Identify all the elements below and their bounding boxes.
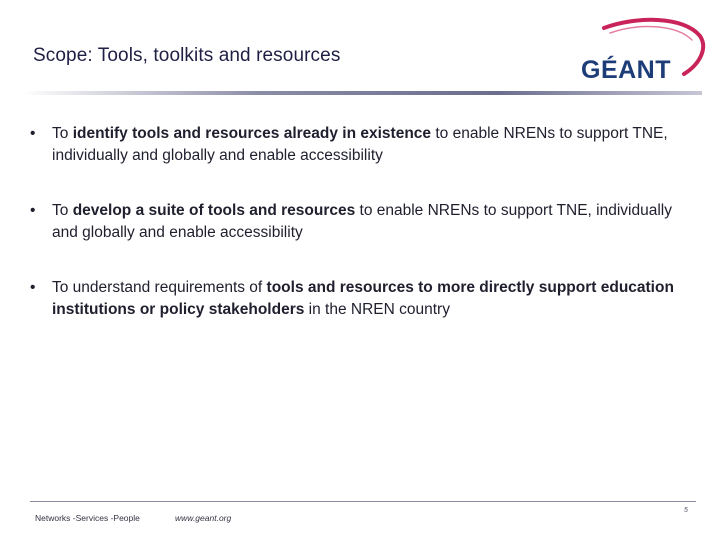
bullet-text: To understand requirements of	[52, 279, 267, 296]
bullet-text: To	[52, 125, 73, 142]
bullet-list	[30, 123, 700, 354]
footer-divider	[30, 501, 696, 502]
slide-title: Scope: Tools, toolkits and resources	[33, 45, 341, 66]
bullet-emphasis: develop a suite of tools and resources	[72, 202, 356, 219]
bullet-item	[30, 200, 700, 244]
page-number: 5	[684, 507, 688, 514]
bullet-text: in the NREN country	[304, 301, 450, 318]
bullet-emphasis: identify tools and resources already in existence	[72, 125, 432, 142]
bullet-dot-icon: •	[30, 202, 36, 219]
geant-logo	[576, 14, 708, 84]
bullet-text: To	[52, 202, 73, 219]
bullet-dot-icon: •	[30, 279, 36, 296]
footer-tagline: Networks -Services -People	[35, 513, 140, 523]
logo-wordmark: GÉANT	[581, 56, 671, 84]
footer-url[interactable]: www.geant.org	[175, 513, 232, 523]
bullet-item	[30, 123, 700, 167]
bullet-emphasis: tools and resources to more directly support education institutions or policy stakeholders	[52, 279, 674, 318]
bullet-dot-icon: •	[30, 125, 36, 142]
bullet-text: to enable NRENs to support TNE, individually and globally and enable accessibility	[52, 125, 668, 164]
bullet-item	[30, 277, 700, 321]
bullet-text: to enable NRENs to support TNE, individually and globally and enable accessibility	[52, 202, 672, 241]
header-divider	[22, 91, 702, 95]
